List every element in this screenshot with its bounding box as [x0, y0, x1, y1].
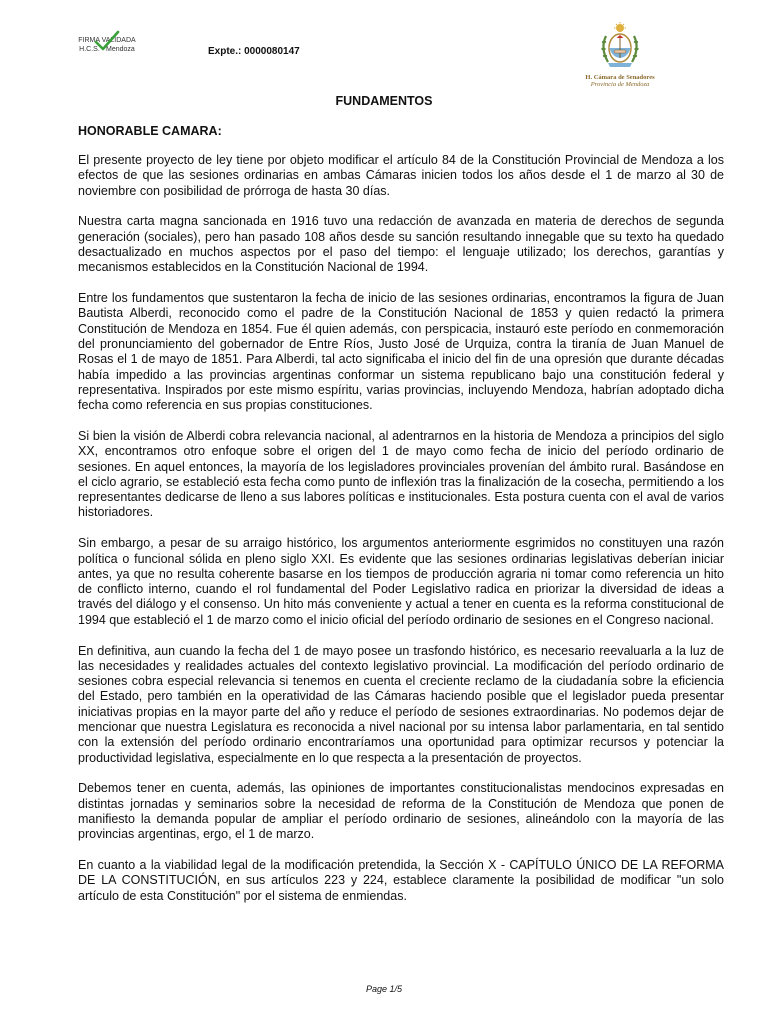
paragraph-6: En definitiva, aun cuando la fecha del 1 de mayo posee un trasfondo histórico, es necesario reevaluarla a la luz de las necesidades y realidades actuales del contexto legislativo provincial. La modificación del período ordinario de sesiones cobra especial relevancia si tenemos en cuenta el creciente reclamo de la ciudadanía sobre la eficiencia del Estado, pero también en la operatividad de las Cámaras haciendo posible que el legislador pueda presentar iniciativas propias en la mayor parte del año y reduce el período de sesiones extraordinarias. No podemos dejar de mencionar que nuestra Legislatura es reconocida a nivel nacional por su intensa labor parlamentaria, en tal sentido con la extensión del período ordinario encontraríamos una oportunidad para optimizar recursos y potenciar la productividad legislativa, especialmente en lo que respecta a la presentación de proyectos.	[78, 643, 724, 765]
seal-title: H. Cámara de Senadores	[585, 74, 655, 81]
paragraph-4: Si bien la visión de Alberdi cobra relevancia nacional, al adentrarnos en la historia de Mendoza a principios del siglo XX, encontramos otro enfoque sobre el origen del 1 de mayo como fecha de inicio del período ordinario de sesiones. En aquel entonces, la mayoría de los legisladores provinciales provenían del ámbito rural. Basándose en el ciclo agrario, se estableció esta fecha como punto de inflexión tras la finalización de la cosecha, permitiendo a los representantes dedicarse de lleno a sus labores políticas e institucionales. Esta postura cuenta con el aval de varios historiadores.	[78, 428, 724, 520]
document-body	[78, 124, 724, 919]
paragraph-8: En cuanto a la viabilidad legal de la modificación pretendida, la Sección X - CAPÍTULO ÚNICO DE LA REFORMA DE LA CONSTITUCIÓN, en sus artículos 223 y 224, establece claramente la posibilidad de modificar "un solo artículo de esta Constitución" por el sistema de enmiendas.	[78, 858, 724, 903]
paragraph-5: Sin embargo, a pesar de su arraigo histórico, los argumentos anteriormente esgrimidos no constituyen una razón política o funcional sólida en pleno siglo XXI. Es evidente que las sesiones ordinarias legislativas deberían iniciar antes, ya que no resulta coherente basarse en los tiempos de producción agraria ni tomar como referencia un hito de conflicto interno, cuando el rol fundamental del Poder Legislativo radica en priorizar la diversidad de ideas a través del diálogo y el consenso. Un hito más conveniente y actual a tener en cuenta es la reforma constitucional de 1994 que estableció el 1 de marzo como el inicio oficial del período ordinario de sesiones en el Congreso nacional.	[78, 536, 724, 627]
signature-stamp	[72, 36, 142, 54]
expediente-number: Expte.: 0000080147	[208, 46, 300, 57]
paragraph-3: Entre los fundamentos que sustentaron la fecha de inicio de las sesiones ordinarias, encontramos la figura de Juan Bautista Alberdi, reconocido como el padre de la Constitución Nacional de 1853 y quien redactó la primera Constitución de Mendoza en 1854. Fue él quien además, con perspicacia, instauró este período en conmemoración del pronunciamiento del gobernador de Entre Ríos, Justo José de Urquiza, contra la tiranía de Juan Manuel de Rosas el 1 de mayo de 1851. Para Alberdi, tal acto significaba el inicio del fin de una opresión que durante décadas había impedido a las provincias argentinas conformar un sistema republicano bajo una constitución federal y representativa. Inspirados por este mismo espíritu, varias provincias, incluyendo Mendoza, habrían adoptado dicha fecha como referencia en sus propias constituciones.	[78, 291, 724, 413]
checkmark-icon	[94, 30, 120, 52]
coat-of-arms-icon	[598, 22, 642, 68]
paragraph-2: Nuestra carta magna sancionada en 1916 tuvo una redacción de avanzada en materia de derechos de segunda generación (sociales), pero han pasado 108 años desde su sanción resultando innegable que su texto ha quedado desactualizado en muchos aspectos por el paso del tiempo: el lenguaje utilizado; los derechos, garantías y mecanismos establecidos en la Constitución Nacional de 1994.	[78, 214, 724, 275]
paragraph-7: Debemos tener en cuenta, además, las opiniones de importantes constitucionalistas mendocinos expresadas en distintas jornadas y seminarios sobre la necesidad de reforma de la Constitución de Mendoza que ponen de manifiesto la demanda popular de ampliar el período ordinario de sesiones, alineándolo con la mayoría de las provincias argentinas, ergo, el 1 de marzo.	[78, 781, 724, 842]
salutation: HONORABLE CAMARA:	[78, 124, 222, 138]
paragraph-1: El presente proyecto de ley tiene por objeto modificar el artículo 84 de la Constitución Provincial de Mendoza a los efectos de que las sesiones ordinarias en ambas Cámaras inicien todos los años desde el 1 de marzo al 30 de noviembre con posibilidad de prórroga de hasta 30 días.	[78, 153, 724, 198]
document-title: FUNDAMENTOS	[335, 94, 433, 108]
signature-line-2: H.C.S. - Mendoza	[79, 46, 135, 53]
signature-line-1: FIRMA VALIDADA	[78, 37, 136, 44]
page-number: Page 1/5	[365, 984, 403, 994]
senate-seal	[582, 22, 658, 88]
seal-subtitle: Provincia de Mendoza	[590, 81, 650, 88]
